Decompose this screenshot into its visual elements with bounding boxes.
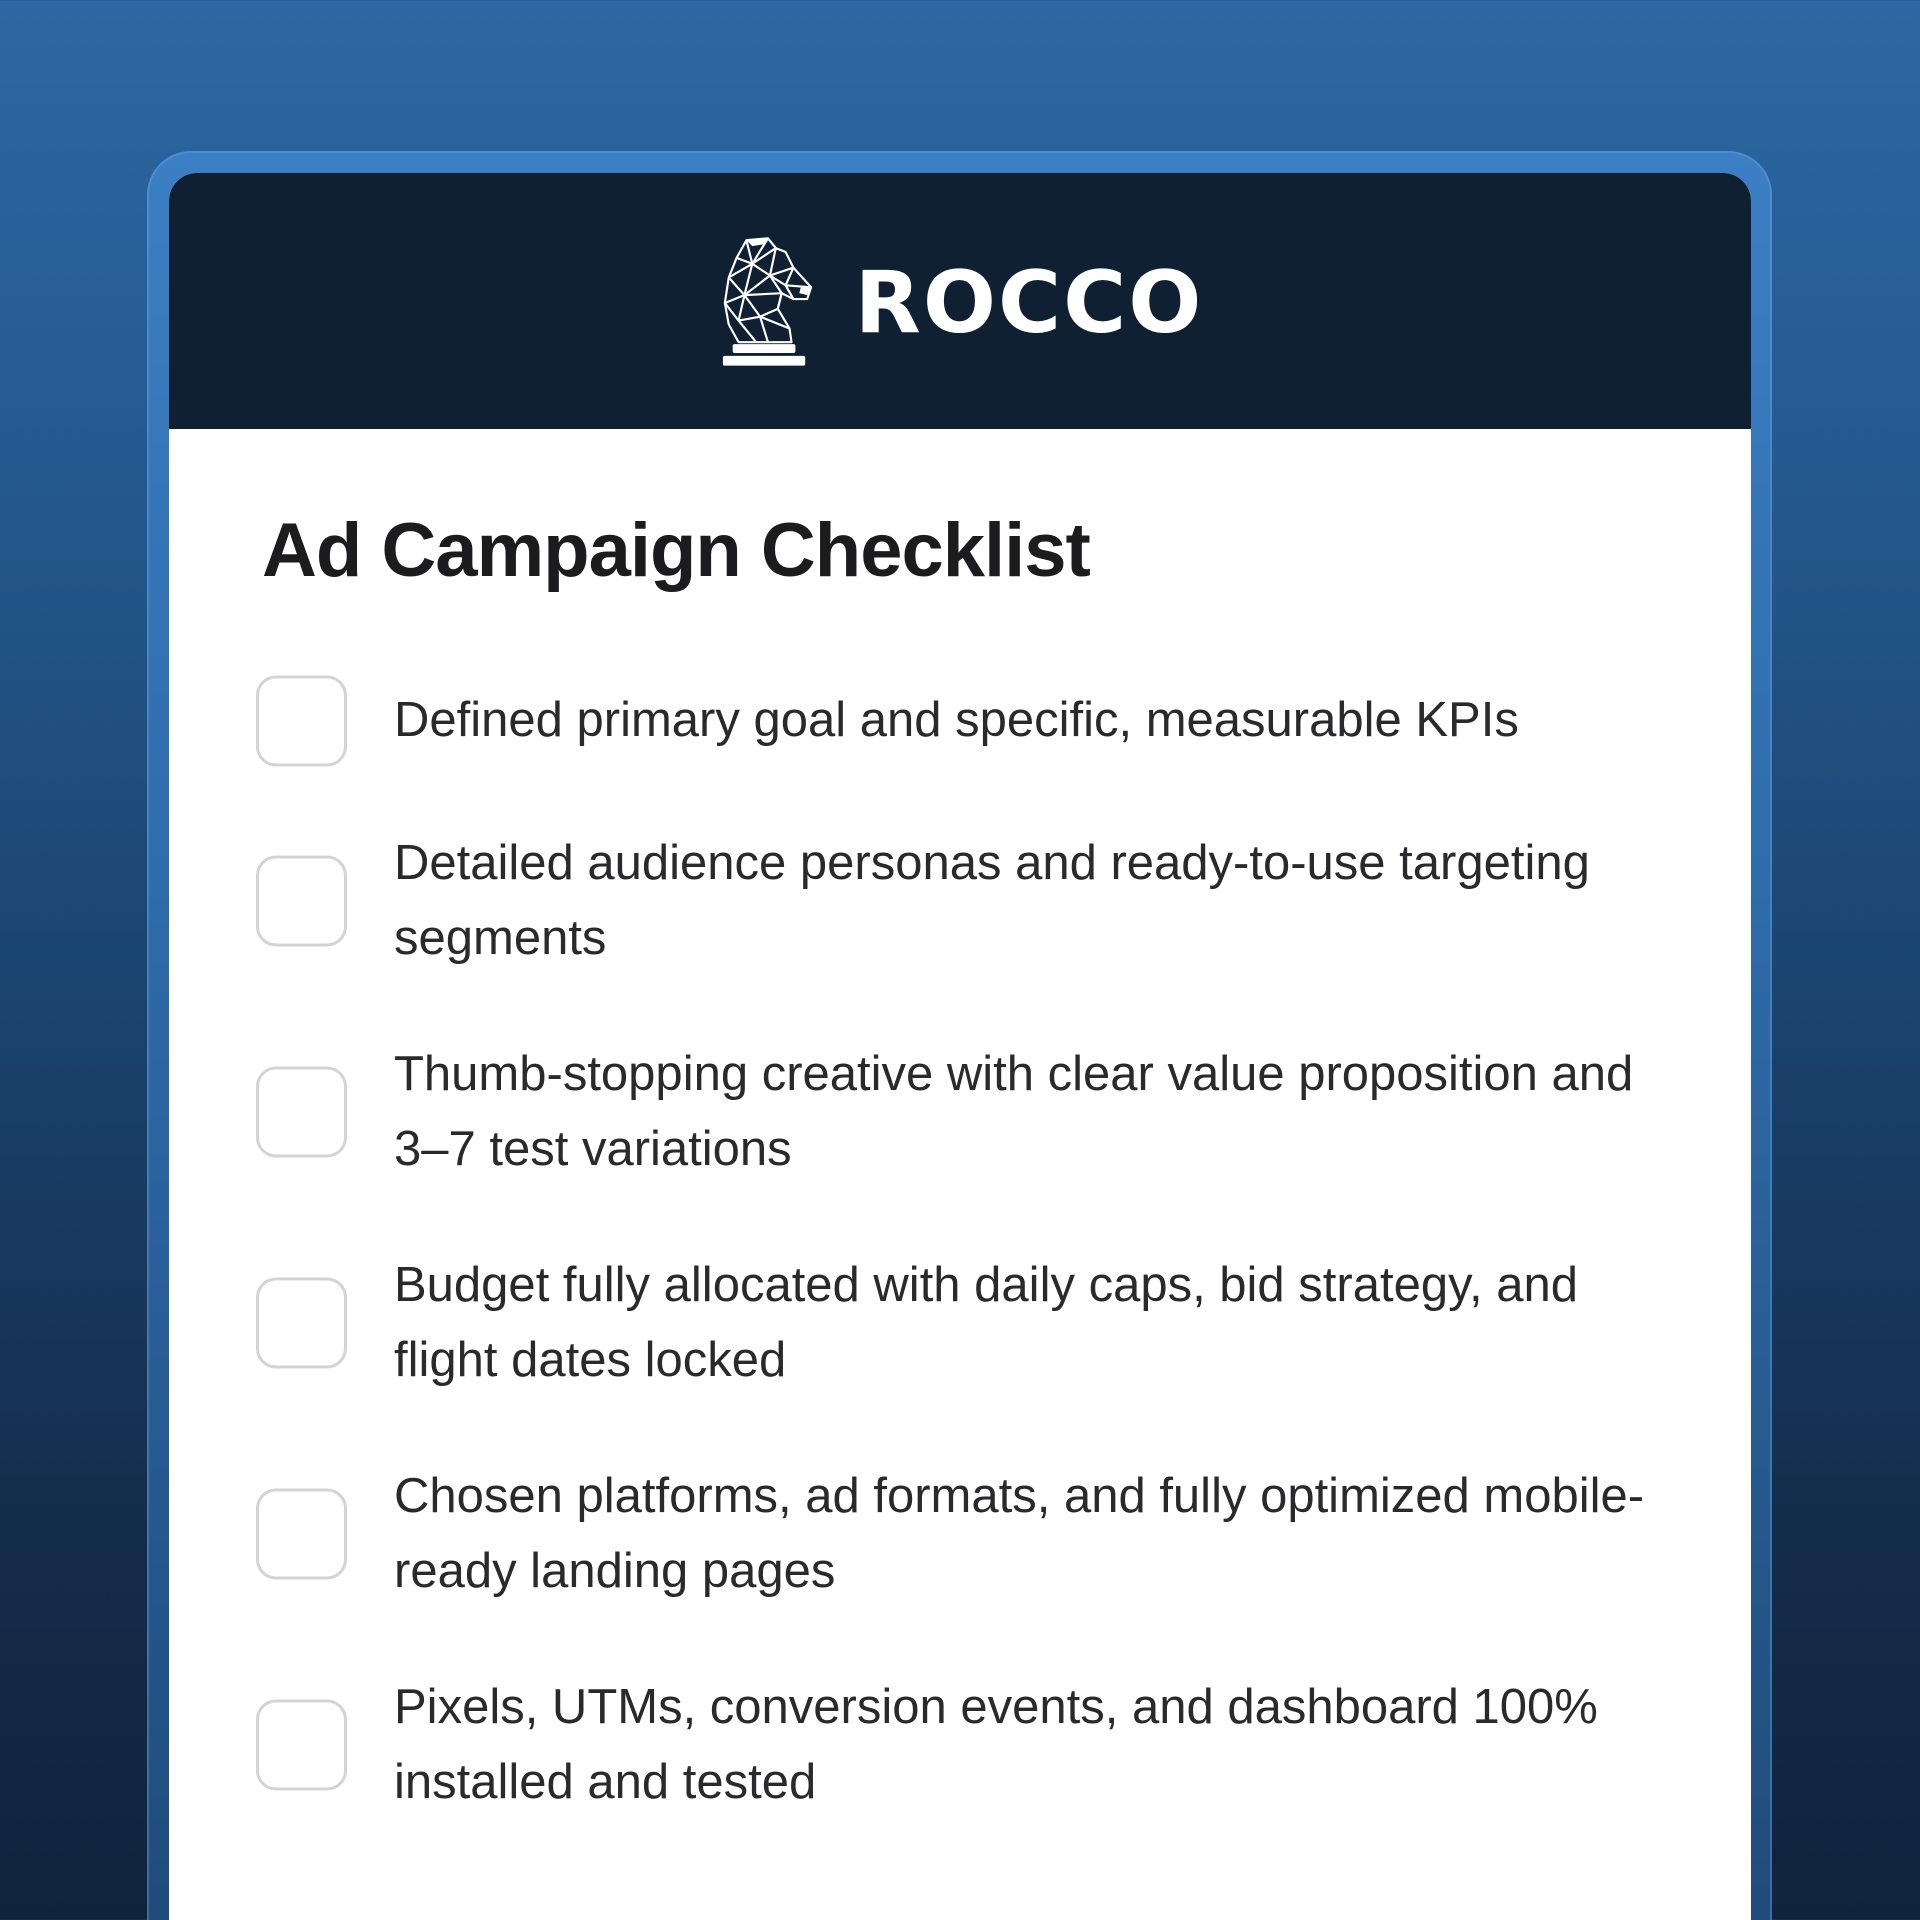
page-title: Ad Campaign Checklist	[262, 508, 1090, 593]
checklist-item-label: Chosen platforms, ad formats, and fully optimized mobile-ready landing pages	[394, 1469, 1645, 1598]
brand-logo	[169, 173, 1751, 429]
checklist-item-label: Thumb-stopping creative with clear value proposition and 3–7 test variations	[394, 1047, 1634, 1176]
checkbox[interactable]	[256, 675, 347, 766]
chess-knight-icon	[717, 234, 815, 368]
checklist-item	[256, 683, 1676, 758]
checkbox[interactable]	[256, 1489, 347, 1580]
checklist-card	[169, 173, 1751, 1920]
checkbox[interactable]	[256, 1278, 347, 1369]
checklist-item	[256, 1037, 1676, 1187]
checklist-item	[256, 826, 1676, 976]
checklist-item-label: Detailed audience personas and ready-to-use targeting segments	[394, 836, 1590, 965]
checklist-item-label: Defined primary goal and specific, measurable KPIs	[394, 693, 1519, 747]
checklist-item-label: Budget fully allocated with daily caps, bid strategy, and flight dates locked	[394, 1258, 1578, 1387]
checklist-item	[256, 1248, 1676, 1398]
brand-header	[169, 173, 1751, 429]
checkbox[interactable]	[256, 1700, 347, 1791]
checklist-item	[256, 1459, 1676, 1609]
brand-name: ROCCO	[854, 253, 1204, 353]
checkbox[interactable]	[256, 1067, 347, 1158]
checklist	[256, 683, 1676, 1881]
checkbox[interactable]	[256, 856, 347, 947]
checklist-item	[256, 1670, 1676, 1820]
checklist-item-label: Pixels, UTMs, conversion events, and dashboard 100% installed and tested	[394, 1680, 1598, 1809]
